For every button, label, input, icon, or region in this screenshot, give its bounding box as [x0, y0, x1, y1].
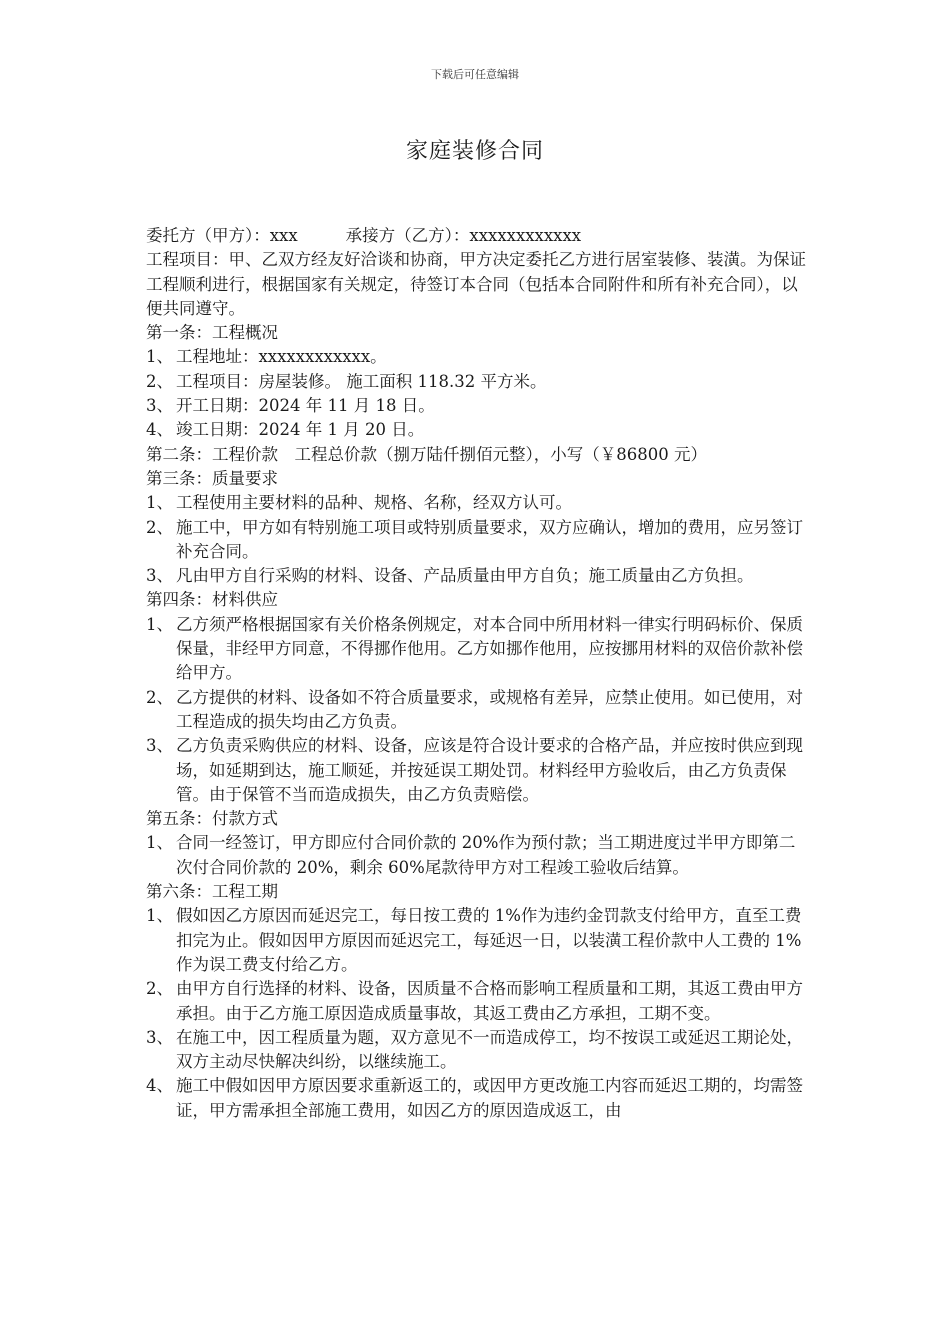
clause-item: [146, 564, 810, 588]
clause-text: 施工中假如因甲方原因要求重新返工的，或因甲方更改施工内容而延迟工期的，均需签证，甲方需承担全部施工费用，如因乙方的原因造成返工，由: [176, 1076, 803, 1120]
clause-number: 4、: [146, 1076, 173, 1096]
clause-text: 工程使用主要材料的品种、规格、名称，经双方认可。: [176, 493, 572, 513]
contract-sections: [146, 321, 810, 1123]
clause-text: 乙方负责采购供应的材料、设备，应该是符合设计要求的合格产品，并应按时供应到现场，如延期到达，施工顺延，并按延误工期处罚。材料经甲方验收后，由乙方负责保管。由于保管不当而造成损失，由乙方负责赔偿。: [176, 736, 803, 804]
clause-item: [146, 491, 810, 515]
clause-item: [146, 345, 810, 369]
contractor-value: xxxxxxxxxxxx: [469, 226, 582, 245]
clause-number: 1、: [146, 833, 173, 853]
clause-number: 1、: [146, 347, 173, 367]
clause-item: [146, 613, 810, 686]
clause-item: [146, 686, 810, 735]
clause-number: 4、: [146, 420, 173, 440]
clause-item: [146, 904, 810, 977]
clause-text: 在施工中，因工程质量为题，双方意见不一而造成停工，均不按误工或延迟工期论处，双方主动尽快解决纠纷，以继续施工。: [176, 1027, 803, 1072]
clause-text: 开工日期：2024 年 11 月 18 日。: [176, 396, 435, 416]
clause-item: [146, 516, 810, 565]
clause-text: 合同一经签订，甲方即应付合同价款的 20%作为预付款；当工期进度过半甲方即第二次付合同价款的 20%，剩余 60%尾款待甲方对工程竣工验收后结算。: [176, 833, 796, 877]
section-heading: 第四条：材料供应: [146, 590, 278, 610]
clause-text: 由甲方自行选择的材料、设备，因质量不合格而影响工程质量和工期，其返工费由甲方承担。由于乙方施工原因造成质量事故，其返工费由乙方承担，工期不变。: [176, 979, 803, 1023]
client-value: xxx: [269, 226, 298, 245]
clause-number: 1、: [146, 614, 173, 634]
clause-text: 凡由甲方自行采购的材料、设备、产品质量由甲方自负；施工质量由乙方负担。: [176, 566, 754, 586]
clause-text: 假如因乙方原因而延迟完工，每日按工费的 1%作为违约金罚款支付给甲方，直至工费扣完为止。假如因甲方原因而延迟完工，每延迟一日，以装潢工程价款中人工费的 1%作为误工费支付给乙方。: [176, 906, 802, 974]
section-heading: 第五条：付款方式: [146, 809, 278, 829]
clause-number: 2、: [146, 979, 173, 999]
client-label: 委托方（甲方）：: [146, 226, 270, 245]
clause-text: 工程地址：xxxxxxxxxxxx。: [176, 347, 387, 367]
clause-text: 施工中，甲方如有特别施工项目或特别质量要求，双方应确认，增加的费用，应另签订补充合同。: [176, 517, 803, 561]
clause-number: 3、: [146, 1027, 173, 1047]
clause-number: 1、: [146, 906, 173, 926]
clause-item: [146, 418, 810, 442]
contractor-label: 承接方（乙方）：: [345, 226, 470, 245]
clause-item: [146, 734, 810, 807]
clause-number: 2、: [146, 687, 173, 707]
clause-item: [146, 1074, 810, 1123]
clause-item: [146, 394, 810, 418]
clause-item: [146, 831, 810, 880]
clause-item: [146, 370, 810, 394]
clause-text: 竣工日期：2024 年 1 月 20 日。: [176, 420, 425, 440]
clause-number: 2、: [146, 371, 173, 391]
clause-number: 1、: [146, 493, 173, 513]
header-note: 下载后可任意编辑: [431, 68, 519, 81]
clause-number: 2、: [146, 517, 173, 537]
page-title: 家庭装修合同: [405, 139, 544, 164]
clause-number: 3、: [146, 736, 173, 756]
section-heading: 第一条：工程概况: [146, 323, 278, 343]
section-heading: 第六条：工程工期: [146, 882, 278, 902]
section-heading: 第二条：工程价款 工程总价款（捌万陆仟捌佰元整），小写（￥86800 元）: [146, 444, 707, 464]
clause-number: 3、: [146, 396, 173, 416]
clause-text: 乙方须严格根据国家有关价格条例规定，对本合同中所用材料一律实行明码标价、保质保量，非经甲方同意，不得挪作他用。乙方如挪作他用，应按挪用材料的双倍价款补偿给甲方。: [176, 614, 803, 683]
contract-body: [146, 224, 810, 1123]
section-heading: 第三条：质量要求: [146, 468, 278, 488]
parties-line: [146, 224, 810, 248]
clause-item: [146, 1026, 810, 1075]
intro-paragraph: 工程项目：甲、乙双方经友好洽谈和协商，甲方决定委托乙方进行居室装修、装潢。为保证工程顺利进行，根据国家有关规定，待签订本合同（包括本合同附件和所有补充合同），以便共同遵守。: [146, 250, 806, 318]
clause-item: [146, 977, 810, 1026]
clause-number: 3、: [146, 566, 173, 586]
clause-text: 乙方提供的材料、设备如不符合质量要求，或规格有差异，应禁止使用。如已使用，对工程造成的损失均由乙方负责。: [176, 687, 803, 731]
clause-text: 工程项目：房屋装修。 施工面积 118.32 平方米。: [176, 371, 547, 391]
